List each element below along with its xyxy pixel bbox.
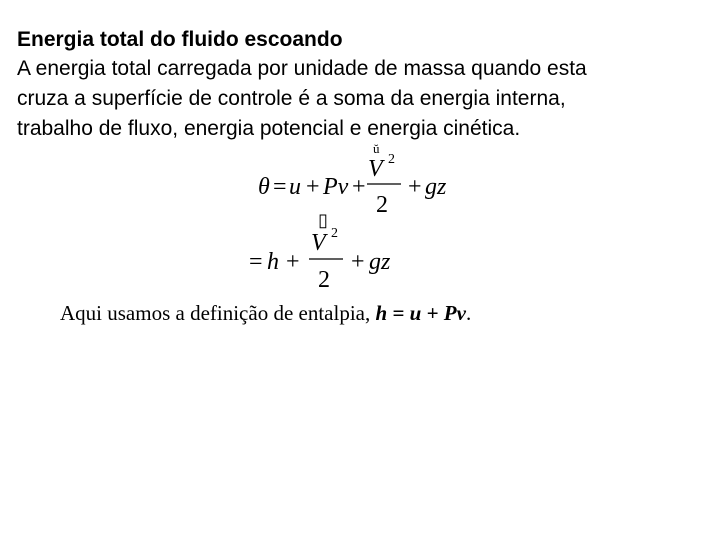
denominator-two: 2 (376, 192, 388, 218)
paragraph-line-2: cruza a superfície de controle é a soma da energia interna, (17, 87, 566, 110)
equation-enthalpy-form (249, 210, 391, 293)
slide-title: Energia total do fluido escoando (17, 28, 343, 51)
enthalpy-note-text: Aqui usamos a definição de entalpia, (60, 301, 376, 325)
velocity-symbol: V (311, 230, 326, 256)
paragraph-line-3: trabalho de fluxo, energia potencial e energia cinética. (17, 117, 521, 140)
enthalpy-term: h (267, 249, 279, 275)
potential-energy-term: gz (369, 249, 391, 275)
velocity-symbol: V (368, 156, 383, 182)
exponent-two: 2 (388, 152, 395, 167)
equals-sign: = (273, 174, 287, 200)
theta-symbol: θ (258, 174, 270, 200)
denominator-two: 2 (318, 267, 330, 293)
plus-sign: + (306, 174, 320, 200)
internal-energy-term: u (289, 174, 301, 200)
equation-artifact-glyph: ŭ (373, 141, 380, 156)
enthalpy-note-period: . (465, 301, 472, 325)
enthalpy-formula: h = u + Pv (375, 301, 466, 325)
plus-sign: + (351, 249, 365, 275)
potential-energy-term: gz (425, 174, 447, 200)
plus-sign: + (408, 174, 422, 200)
equation-total-energy (258, 141, 447, 218)
paragraph-line-1: A energia total carregada por unidade de massa quando esta (17, 57, 587, 80)
enthalpy-note (60, 298, 471, 328)
equation-artifact-box: ▯ (318, 210, 328, 230)
equals-sign: = (249, 249, 263, 275)
plus-sign: + (352, 174, 366, 200)
exponent-two: 2 (331, 226, 338, 241)
flow-work-term: Pv (323, 174, 349, 200)
plus-sign: + (286, 249, 300, 275)
